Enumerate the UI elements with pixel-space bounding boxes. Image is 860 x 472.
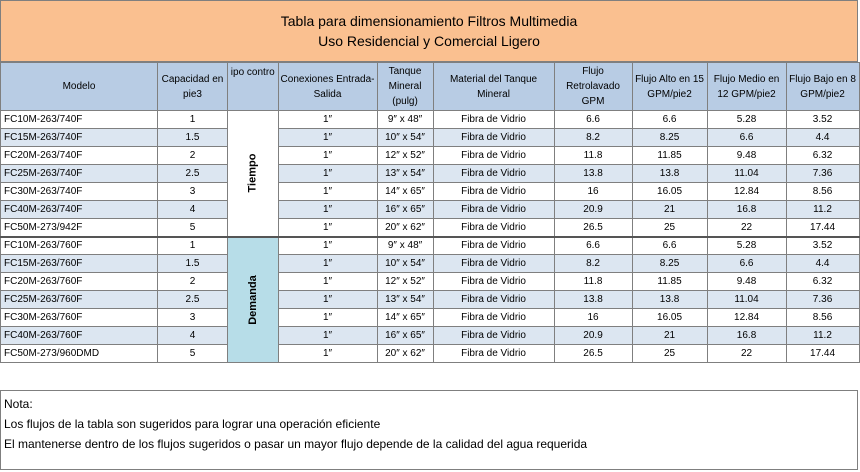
cell-flujo-medio: 22	[707, 345, 786, 363]
cell-flujo-medio: 11.04	[707, 291, 786, 309]
cell-conexiones: 1″	[278, 201, 377, 219]
cell-conexiones: 1″	[278, 147, 377, 165]
cell-flujo-medio: 11.04	[707, 165, 786, 183]
cell-material: Fibra de Vidrio	[433, 327, 554, 345]
table-row	[1, 237, 860, 255]
cell-capacidad: 4	[158, 201, 228, 219]
cell-capacidad: 3	[158, 183, 228, 201]
cell-capacidad: 3	[158, 309, 228, 327]
header-flujo-bajo: Flujo Bajo en 8 GPM/pie2	[786, 63, 859, 111]
table-row	[1, 345, 860, 363]
cell-flujo-retrolavado: 16	[554, 309, 632, 327]
table-row	[1, 183, 860, 201]
title-line-1: Tabla para dimensionamiento Filtros Multimedia	[280, 13, 578, 29]
cell-flujo-retrolavado: 6.6	[554, 237, 632, 255]
cell-flujo-bajo: 3.52	[786, 237, 859, 255]
cell-tanque: 13″ x 54″	[377, 291, 433, 309]
cell-material: Fibra de Vidrio	[433, 273, 554, 291]
cell-flujo-alto: 13.8	[632, 291, 707, 309]
cell-conexiones: 1″	[278, 111, 377, 129]
cell-material: Fibra de Vidrio	[433, 237, 554, 255]
cell-material: Fibra de Vidrio	[433, 219, 554, 237]
cell-tanque: 20″ x 62″	[377, 219, 433, 237]
cell-conexiones: 1″	[278, 165, 377, 183]
cell-flujo-alto: 16.05	[632, 309, 707, 327]
control-type-label: Tiempo	[246, 153, 259, 193]
header-conexiones: Conexiones Entrada-Salida	[278, 63, 377, 111]
cell-material: Fibra de Vidrio	[433, 183, 554, 201]
header-capacidad: Capacidad en pie3	[158, 63, 228, 111]
table-row	[1, 129, 860, 147]
cell-tanque: 20″ x 62″	[377, 345, 433, 363]
cell-modelo: FC50M-273/942F	[1, 219, 158, 237]
cell-flujo-retrolavado: 8.2	[554, 255, 632, 273]
cell-flujo-alto: 13.8	[632, 165, 707, 183]
cell-flujo-retrolavado: 8.2	[554, 129, 632, 147]
cell-flujo-medio: 16.8	[707, 201, 786, 219]
note-line-1: Los flujos de la tabla son sugeridos para lograr una operación eficiente	[4, 417, 381, 431]
cell-modelo: FC15M-263/760F	[1, 255, 158, 273]
cell-flujo-medio: 6.6	[707, 255, 786, 273]
cell-flujo-bajo: 17.44	[786, 345, 859, 363]
cell-capacidad: 2.5	[158, 291, 228, 309]
cell-modelo: FC10M-263/760F	[1, 237, 158, 255]
cell-capacidad: 2	[158, 273, 228, 291]
cell-flujo-bajo: 4.4	[786, 255, 859, 273]
header-material: Material del Tanque Mineral	[433, 63, 554, 111]
cell-material: Fibra de Vidrio	[433, 129, 554, 147]
table-row	[1, 147, 860, 165]
cell-conexiones: 1″	[278, 327, 377, 345]
cell-flujo-medio: 6.6	[707, 129, 786, 147]
cell-tipo-control	[228, 237, 279, 363]
table-row	[1, 291, 860, 309]
cell-tanque: 10″ x 54″	[377, 255, 433, 273]
note-heading: Nota:	[4, 397, 33, 411]
table-row	[1, 273, 860, 291]
cell-flujo-bajo: 3.52	[786, 111, 859, 129]
cell-modelo: FC50M-273/960DMD	[1, 345, 158, 363]
table-row	[1, 219, 860, 237]
filter-sizing-table	[0, 62, 860, 363]
cell-capacidad: 1	[158, 111, 228, 129]
cell-modelo: FC40M-263/740F	[1, 201, 158, 219]
cell-flujo-retrolavado: 26.5	[554, 345, 632, 363]
cell-flujo-bajo: 11.2	[786, 327, 859, 345]
cell-flujo-bajo: 17.44	[786, 219, 859, 237]
cell-flujo-medio: 9.48	[707, 273, 786, 291]
cell-conexiones: 1″	[278, 183, 377, 201]
cell-modelo: FC30M-263/740F	[1, 183, 158, 201]
cell-flujo-retrolavado: 16	[554, 183, 632, 201]
cell-flujo-bajo: 6.32	[786, 147, 859, 165]
cell-modelo: FC20M-263/740F	[1, 147, 158, 165]
cell-flujo-alto: 8.25	[632, 255, 707, 273]
cell-flujo-retrolavado: 20.9	[554, 201, 632, 219]
cell-flujo-alto: 21	[632, 327, 707, 345]
cell-capacidad: 4	[158, 327, 228, 345]
cell-flujo-alto: 11.85	[632, 147, 707, 165]
cell-flujo-alto: 8.25	[632, 129, 707, 147]
header-flujo-retrolavado: Flujo Retrolavado GPM	[554, 63, 632, 111]
cell-flujo-alto: 16.05	[632, 183, 707, 201]
cell-flujo-retrolavado: 6.6	[554, 111, 632, 129]
cell-flujo-alto: 6.6	[632, 237, 707, 255]
cell-tanque: 16″ x 65″	[377, 327, 433, 345]
table-body	[1, 111, 860, 363]
cell-flujo-alto: 6.6	[632, 111, 707, 129]
cell-tipo-control	[228, 111, 279, 237]
cell-flujo-alto: 11.85	[632, 273, 707, 291]
cell-flujo-medio: 12.84	[707, 183, 786, 201]
cell-material: Fibra de Vidrio	[433, 165, 554, 183]
cell-tanque: 10″ x 54″	[377, 129, 433, 147]
cell-capacidad: 5	[158, 345, 228, 363]
cell-material: Fibra de Vidrio	[433, 345, 554, 363]
cell-flujo-alto: 25	[632, 345, 707, 363]
cell-tanque: 9″ x 48″	[377, 111, 433, 129]
cell-flujo-medio: 22	[707, 219, 786, 237]
table-row	[1, 165, 860, 183]
cell-capacidad: 2.5	[158, 165, 228, 183]
cell-modelo: FC40M-263/760F	[1, 327, 158, 345]
table-row	[1, 309, 860, 327]
cell-conexiones: 1″	[278, 219, 377, 237]
header-modelo: Modelo	[1, 63, 158, 111]
control-type-label: Demanda	[246, 274, 259, 325]
cell-modelo: FC30M-263/760F	[1, 309, 158, 327]
cell-modelo: FC20M-263/760F	[1, 273, 158, 291]
cell-modelo: FC25M-263/760F	[1, 291, 158, 309]
cell-flujo-alto: 25	[632, 219, 707, 237]
cell-flujo-medio: 5.28	[707, 111, 786, 129]
cell-tanque: 14″ x 65″	[377, 309, 433, 327]
cell-capacidad: 1	[158, 237, 228, 255]
cell-flujo-retrolavado: 13.8	[554, 165, 632, 183]
note-line-2: El mantenerse dentro de los flujos sugeridos o pasar un mayor flujo depende de la calidad del agua requerida	[4, 437, 588, 451]
cell-conexiones: 1″	[278, 291, 377, 309]
cell-flujo-bajo: 8.56	[786, 309, 859, 327]
cell-modelo: FC25M-263/740F	[1, 165, 158, 183]
cell-capacidad: 5	[158, 219, 228, 237]
header-flujo-alto: Flujo Alto en 15 GPM/pie2	[632, 63, 707, 111]
cell-flujo-bajo: 7.36	[786, 165, 859, 183]
cell-material: Fibra de Vidrio	[433, 255, 554, 273]
cell-flujo-medio: 12.84	[707, 309, 786, 327]
cell-modelo: FC10M-263/740F	[1, 111, 158, 129]
cell-flujo-bajo: 4.4	[786, 129, 859, 147]
cell-flujo-retrolavado: 13.8	[554, 291, 632, 309]
table-title	[0, 0, 858, 62]
cell-material: Fibra de Vidrio	[433, 111, 554, 129]
cell-flujo-alto: 21	[632, 201, 707, 219]
cell-tanque: 14″ x 65″	[377, 183, 433, 201]
cell-flujo-medio: 9.48	[707, 147, 786, 165]
cell-flujo-retrolavado: 11.8	[554, 273, 632, 291]
cell-tanque: 13″ x 54″	[377, 165, 433, 183]
cell-tanque: 12″ x 52″	[377, 147, 433, 165]
cell-material: Fibra de Vidrio	[433, 309, 554, 327]
notes-box	[0, 390, 858, 470]
header-flujo-medio: Flujo Medio en 12 GPM/pie2	[707, 63, 786, 111]
table-row	[1, 255, 860, 273]
cell-capacidad: 1.5	[158, 255, 228, 273]
cell-material: Fibra de Vidrio	[433, 147, 554, 165]
cell-tanque: 16″ x 65″	[377, 201, 433, 219]
cell-conexiones: 1″	[278, 237, 377, 255]
cell-conexiones: 1″	[278, 345, 377, 363]
cell-conexiones: 1″	[278, 129, 377, 147]
table-row	[1, 327, 860, 345]
cell-modelo: FC15M-263/740F	[1, 129, 158, 147]
cell-tanque: 12″ x 52″	[377, 273, 433, 291]
cell-capacidad: 2	[158, 147, 228, 165]
cell-flujo-bajo: 6.32	[786, 273, 859, 291]
header-tipo-control: ipo contro	[228, 63, 279, 111]
title-line-2: Uso Residencial y Comercial Ligero	[318, 33, 540, 49]
cell-flujo-retrolavado: 11.8	[554, 147, 632, 165]
cell-conexiones: 1″	[278, 255, 377, 273]
cell-flujo-bajo: 7.36	[786, 291, 859, 309]
cell-flujo-retrolavado: 20.9	[554, 327, 632, 345]
cell-flujo-medio: 5.28	[707, 237, 786, 255]
cell-material: Fibra de Vidrio	[433, 201, 554, 219]
cell-flujo-retrolavado: 26.5	[554, 219, 632, 237]
cell-conexiones: 1″	[278, 273, 377, 291]
cell-material: Fibra de Vidrio	[433, 291, 554, 309]
cell-conexiones: 1″	[278, 309, 377, 327]
cell-tanque: 9″ x 48″	[377, 237, 433, 255]
header-row	[1, 63, 860, 111]
header-tanque: Tanque Mineral (pulg)	[377, 63, 433, 111]
cell-flujo-bajo: 8.56	[786, 183, 859, 201]
table-row	[1, 111, 860, 129]
cell-flujo-bajo: 11.2	[786, 201, 859, 219]
table-row	[1, 201, 860, 219]
cell-flujo-medio: 16.8	[707, 327, 786, 345]
cell-capacidad: 1.5	[158, 129, 228, 147]
